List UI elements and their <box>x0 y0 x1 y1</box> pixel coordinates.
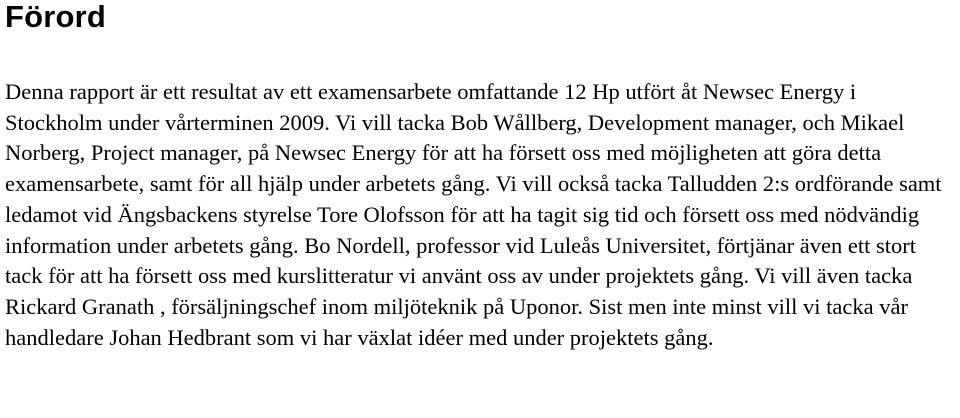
foreword-paragraph: Denna rapport är ett resultat av ett examensarbete omfattande 12 Hp utfört åt Newsec Energy i Stockholm under vårterminen 2009. Vi vill tacka Bob Wållberg, Development manager, och Mikael Norberg, Project manager, på Newsec Energy för att ha försett oss med möjligheten att göra detta examensarbete, samt för all hjälp under arbetets gång. Vi vill också tacka Talludden 2:s ordförande samt ledamot vid Ängsbackens styrelse Tore Olofsson för att ha tagit sig tid och försett oss med nödvändig information under arbetets gång. Bo Nordell, professor vid Luleås Universitet, förtjänar även ett stort tack för att ha försett oss med kurslitteratur vi använt oss av under projektets gång. Vi vill även tacka Rickard Granath , försäljningschef inom miljöteknik på Uponor. Sist men inte minst vill vi tacka vår handledare Johan Hedbrant som vi har växlat idéer med under projektets gång. <box>5 79 942 350</box>
page-title: Förord <box>5 0 107 34</box>
